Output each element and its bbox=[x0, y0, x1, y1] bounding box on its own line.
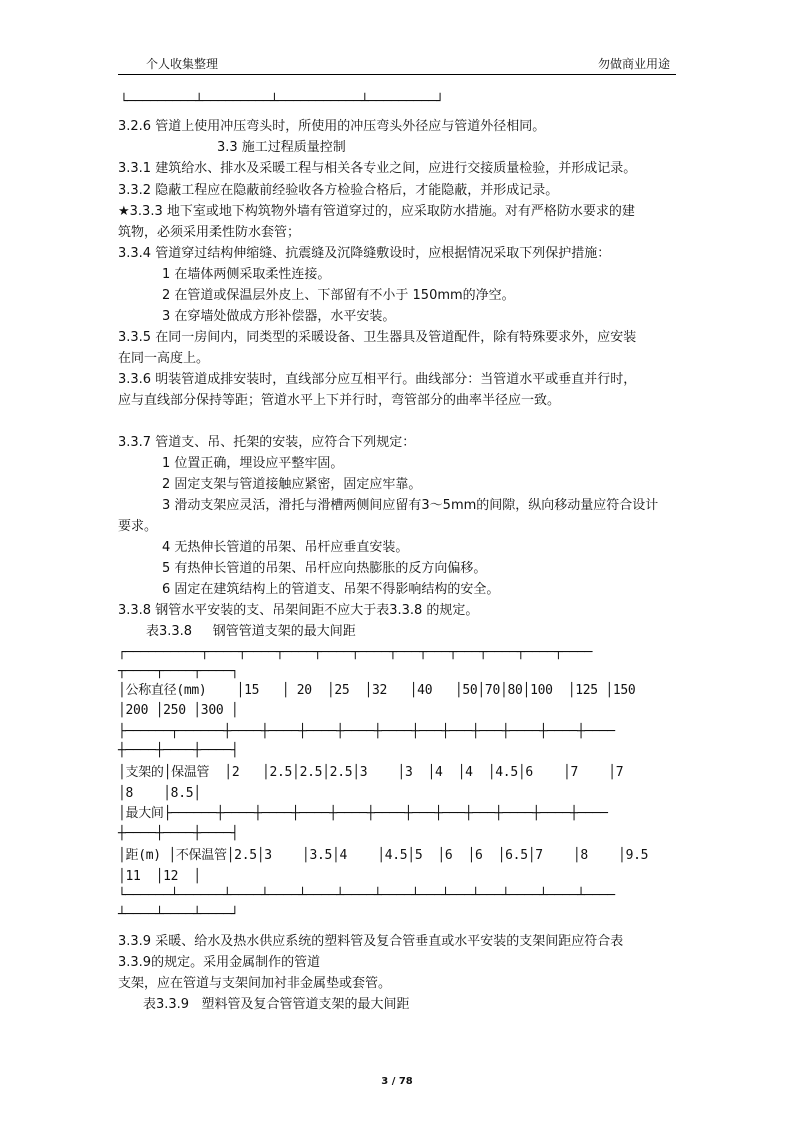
text-line: 3.3.9的规定。采用金属制作的管道 bbox=[118, 955, 321, 970]
table-line: │200 │250 │300 │ bbox=[118, 703, 239, 718]
text-line: 3.3.5 在同一房间内，同类型的采暖设备、卫生器具及管道配件，除有特殊要求外，应安装 bbox=[118, 330, 637, 345]
text-line: 3 滑动支架应灵活，滑托与滑槽两侧间应留有3～5mm的间隙，纵向移动量应符合设计 bbox=[162, 498, 659, 513]
text-line: 支架，应在管道与支架间加衬非金属垫或套管。 bbox=[118, 976, 392, 991]
text-line: 3.2.6 管道上使用冲压弯头时，所使用的冲压弯头外径应与管道外径相同。 bbox=[118, 119, 546, 134]
header-right-text: 勿做商业用途 bbox=[597, 57, 670, 71]
text-line: 在同一高度上。 bbox=[118, 351, 210, 366]
text-line: 3.3.2 隐蔽工程应在隐蔽前经验收各方检验合格后，才能隐蔽，并形成记录。 bbox=[118, 183, 559, 198]
table-line: │公称直径(mm) │15 │ 20 │25 │32 │40 │50│70│80│100 │125 │150 bbox=[118, 683, 636, 698]
text-line: 要求。 bbox=[118, 519, 158, 534]
text-line: 3.3.9 采暖、给水及热水供应系统的塑料管及复合管垂直或水平安装的支架间距应符合表 bbox=[118, 934, 624, 949]
table-line: ┌──────────┬────┬────┬────┬────┬────┬───┬───┬───┬────┬────┬──── bbox=[118, 645, 593, 660]
table-line: │最大间├──────┼────┼────┼────┼────┼────┼───┼───┼───┼────┼────┼──── bbox=[118, 806, 608, 821]
text-line: 3.3.8 钢管水平安装的支、吊架间距不应大于表3.3.8 的规定。 bbox=[118, 603, 479, 618]
text-line: 3 在穿墙处做成方形补偿器，水平安装。 bbox=[162, 309, 396, 324]
text-line: 筑物，必须采用柔性防水套管； bbox=[118, 225, 301, 240]
text-line: 表3.3.8 钢管管道支架的最大间距 bbox=[146, 624, 356, 639]
text-line: 表3.3.9 塑料管及复合管管道支架的最大间距 bbox=[143, 997, 410, 1012]
text-line: 应与直线部分保持等距；管道水平上下并行时，弯管部分的曲率半径应一致。 bbox=[118, 393, 561, 408]
text-line: 3.3.1 建筑给水、排水及采暖工程与相关各专业之间，应进行交接质量检验，并形成记录。 bbox=[118, 161, 637, 176]
text-line: 3.3.6 明装管道成排安装时，直线部分应互相平行。曲线部分：当管道水平或垂直并行时， bbox=[118, 372, 637, 387]
table-line: ┬────┬────┬────┐ bbox=[118, 664, 239, 679]
table-line: ┼────┼────┼────┤ bbox=[118, 826, 239, 841]
text-line: 3.3 施工过程质量控制 bbox=[217, 140, 346, 155]
table-line: ├──────┬──────┼────┼────┼────┼────┼────┼───┼───┼───┼────┼────┼──── bbox=[118, 724, 615, 739]
table-line: ┼────┼────┼────┤ bbox=[118, 743, 239, 758]
text-line: 2 固定支架与管道接触应紧密，固定应牢靠。 bbox=[162, 477, 422, 492]
page-number: 3 / 78 bbox=[381, 1076, 413, 1087]
text-line: 5 有热伸长管道的吊架、吊杆应向热膨胀的反方向偏移。 bbox=[162, 561, 487, 576]
text-line: 4 无热伸长管道的吊架、吊杆应垂直安装。 bbox=[162, 540, 409, 555]
header-divider bbox=[118, 74, 676, 75]
text-line: 2 在管道或保温层外皮上、下部留有不小于 150mm的净空。 bbox=[162, 288, 515, 303]
text-line: ★3.3.3 地下室或地下构筑物外墙有管道穿过的，应采取防水措施。对有严格防水要求的建 bbox=[118, 204, 635, 219]
header-left-text: 个人收集整理 bbox=[146, 57, 219, 71]
table-line: │支架的│保温管 │2 │2.5│2.5│2.5│3 │3 │4 │4 │4.5│6 │7 │7 bbox=[118, 765, 624, 780]
table-line: │11 │12 │ bbox=[118, 869, 201, 884]
text-line: 6 固定在建筑结构上的管道支、吊架不得影响结构的安全。 bbox=[162, 582, 500, 597]
table-line: └──────┴──────┴────┴────┴────┴────┴────┴───┴───┴───┴────┴────┴──── bbox=[118, 888, 615, 903]
text-line: 3.3.7 管道支、吊、托架的安装，应符合下列规定： bbox=[118, 435, 416, 450]
text-line: 3.3.4 管道穿过结构伸缩缝、抗震缝及沉降缝敷设时，应根据情况采取下列保护措施： bbox=[118, 246, 611, 261]
table-line: │8 │8.5│ bbox=[118, 786, 201, 801]
table-line: ┴────┴────┴────┘ bbox=[118, 907, 239, 922]
text-line: 1 位置正确，埋设应平整牢固。 bbox=[162, 456, 344, 471]
table-line: └─────────┴─────────┴───────────┴─────────┘ bbox=[120, 94, 444, 109]
text-line: 1 在墙体两侧采取柔性连接。 bbox=[162, 267, 331, 282]
table-line: │距(m) │不保温管│2.5│3 │3.5│4 │4.5│5 │6 │6 │6.5│7 │8 │9.5 bbox=[118, 848, 649, 863]
